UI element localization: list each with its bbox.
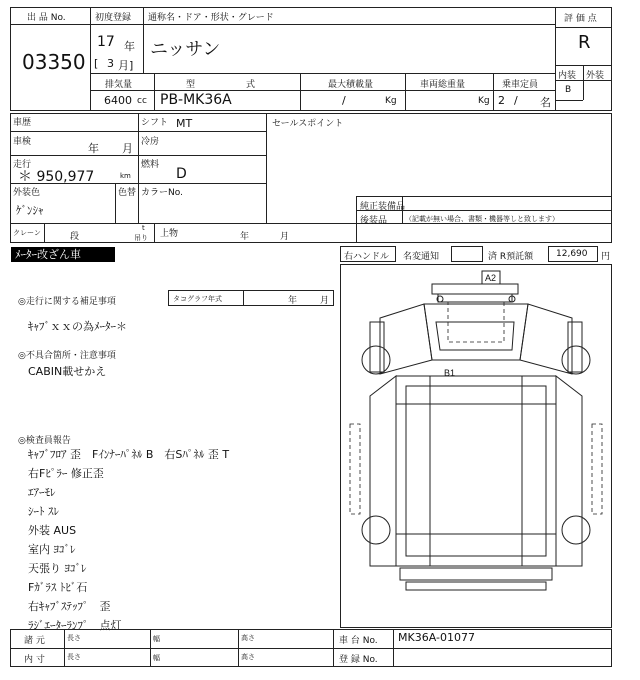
model-name-label: 通称名・ドア・形状・グレード	[148, 13, 274, 23]
history-label: 車歴	[13, 118, 32, 128]
lot-number: 03350	[22, 50, 86, 74]
name-change-label: 名変通知	[403, 252, 440, 262]
crane-year-unit: 年	[240, 232, 250, 242]
truck-diagram	[340, 264, 612, 628]
mark-a2: A2	[485, 273, 497, 283]
ext-color-label: 外装色	[13, 188, 41, 198]
mileage-unit: km	[120, 172, 131, 180]
score-label: 評 価 点	[564, 14, 597, 24]
color-change-label: 色替	[118, 188, 137, 198]
ac-label: 冷房	[141, 137, 160, 147]
fuel-label: 燃料	[141, 160, 160, 170]
inspector-line: ﾗｼﾞｴｰﾀｰﾗﾝﾌﾟ 点灯	[28, 619, 122, 632]
max-load-unit: Kg	[385, 96, 397, 106]
driving-notes-label: ◎走行に関する補足事項	[18, 297, 116, 307]
crane-upper-label: 上物	[160, 229, 179, 239]
footer-width-label: 幅	[153, 635, 160, 643]
lot-label: 出 品 No.	[27, 13, 66, 23]
inspector-label: ◎検査員報告	[18, 436, 71, 446]
notice-banner: ﾒｰﾀｰ改ざん車	[11, 247, 115, 262]
recycle-label: 済 R預託額	[488, 252, 534, 262]
gross-weight-unit: Kg	[478, 96, 490, 106]
inspection-label: 車検	[13, 137, 32, 147]
first-reg-year: 17	[97, 34, 115, 50]
max-load-label: 最大積載量	[328, 80, 374, 90]
steering-value: 右ハンドル	[344, 252, 390, 262]
name-change-box	[451, 246, 483, 262]
shift-value: MT	[176, 117, 193, 130]
capacity-sep: /	[514, 94, 518, 107]
defects-label: ◎不具合箇所・注意事項	[18, 351, 116, 361]
max-load-sep: /	[342, 94, 346, 107]
mileage-label: 走行	[13, 160, 32, 170]
chassis-label: 車 台 No.	[339, 636, 378, 646]
overall-score: R	[578, 32, 591, 53]
model-name: ニッサン	[150, 39, 221, 60]
footer-specs-label: 諸 元	[24, 636, 45, 646]
inspector-line: 室内 ﾖｺﾞﾚ	[28, 543, 76, 556]
year-unit: 年	[124, 40, 135, 53]
type-label-1: 型	[186, 80, 196, 90]
gross-weight-label: 車両総重量	[420, 80, 466, 90]
chassis-number: MK36A-01077	[398, 631, 475, 644]
footer-length-label: 長さ	[67, 634, 81, 642]
tacho-year-unit: 年	[288, 296, 298, 306]
capacity: 2	[498, 94, 505, 107]
inspector-line: ｼｰﾄ ｽﾚ	[28, 505, 59, 518]
inspector-line: 右Fﾋﾟﾗｰ 修正歪	[28, 467, 104, 480]
footer-dims-label: 内 寸	[24, 655, 45, 665]
inspector-line: Fｶﾞﾗｽ ﾄﾋﾞ石	[28, 581, 88, 594]
month-unit: 月]	[118, 59, 134, 72]
crane-ton-label: t	[142, 224, 145, 232]
aftermarket-note: （記載が無い場合、書類・機器等しと致します）	[405, 215, 559, 223]
genuine-equip-label: 純正装備品	[360, 202, 406, 212]
color-no-label: カラーNo.	[141, 188, 183, 198]
fuel-value: D	[176, 166, 187, 182]
defects-note: CABIN載せかえ	[28, 365, 107, 378]
interior-score: B	[565, 85, 572, 95]
inspector-line: 右ｷｬﾌﾞｽﾃｯﾌﾟ 歪	[28, 600, 111, 613]
diagram-frame	[341, 265, 612, 628]
recycle-unit: 円	[601, 252, 611, 262]
mileage-value: ＊ 950,977	[18, 169, 95, 185]
ext-color-value: ｹﾞﾝｼｬ	[16, 204, 44, 217]
capacity-unit: 名	[540, 96, 551, 109]
footer-height-label: 高さ	[241, 634, 255, 642]
first-reg-label: 初度登録	[95, 13, 132, 23]
type-label-2: 式	[246, 80, 256, 90]
exterior-label: 外装	[586, 71, 605, 81]
footer-height-label-2: 高さ	[241, 653, 255, 661]
mark-b1: B1	[444, 368, 456, 378]
shift-label: シフト	[141, 118, 169, 128]
crane-hang-label: 吊り	[134, 234, 148, 242]
recycle-amount: 12,690	[556, 249, 588, 259]
tacho-label: タコグラフ年式	[173, 295, 222, 303]
interior-label: 内装	[558, 71, 577, 81]
inspection-month-unit: 月	[122, 142, 133, 155]
inspector-line: ｷｬﾌﾞﾌﾛｱ 歪 Fｲﾝﾅｰﾊﾟﾈﾙ B 右Sﾊﾟﾈﾙ 歪 T	[28, 448, 230, 461]
displacement: 6400	[104, 94, 132, 107]
inspector-line: ｴｱｰﾓﾚ	[28, 486, 56, 499]
footer-width-label-2: 幅	[153, 654, 160, 662]
first-reg-month: 3	[107, 57, 114, 70]
aftermarket-label: 後装品	[360, 216, 388, 226]
crane-stage-unit: 段	[70, 232, 80, 242]
type-code: PB-MK36A	[160, 92, 232, 108]
inspector-line: 外装 AUS	[28, 524, 77, 537]
crane-label: クレーン	[13, 229, 41, 237]
displacement-label: 排気量	[105, 80, 133, 90]
displacement-unit: cc	[137, 96, 147, 106]
crane-month-unit: 月	[280, 232, 290, 242]
inspector-line: 天張り ﾖｺﾞﾚ	[28, 562, 87, 575]
inspection-year-unit: 年	[88, 142, 99, 155]
capacity-label: 乗車定員	[502, 80, 539, 90]
footer-length-label-2: 長さ	[67, 653, 81, 661]
sales-point-label: セールスポイント	[272, 119, 344, 129]
driving-note: ｷｬﾌﾞｘｘの為ﾒｰﾀｰ＊	[28, 320, 127, 333]
tacho-month-unit: 月	[320, 296, 330, 306]
month-open: [	[94, 57, 99, 70]
registration-label: 登 録 No.	[339, 655, 378, 665]
